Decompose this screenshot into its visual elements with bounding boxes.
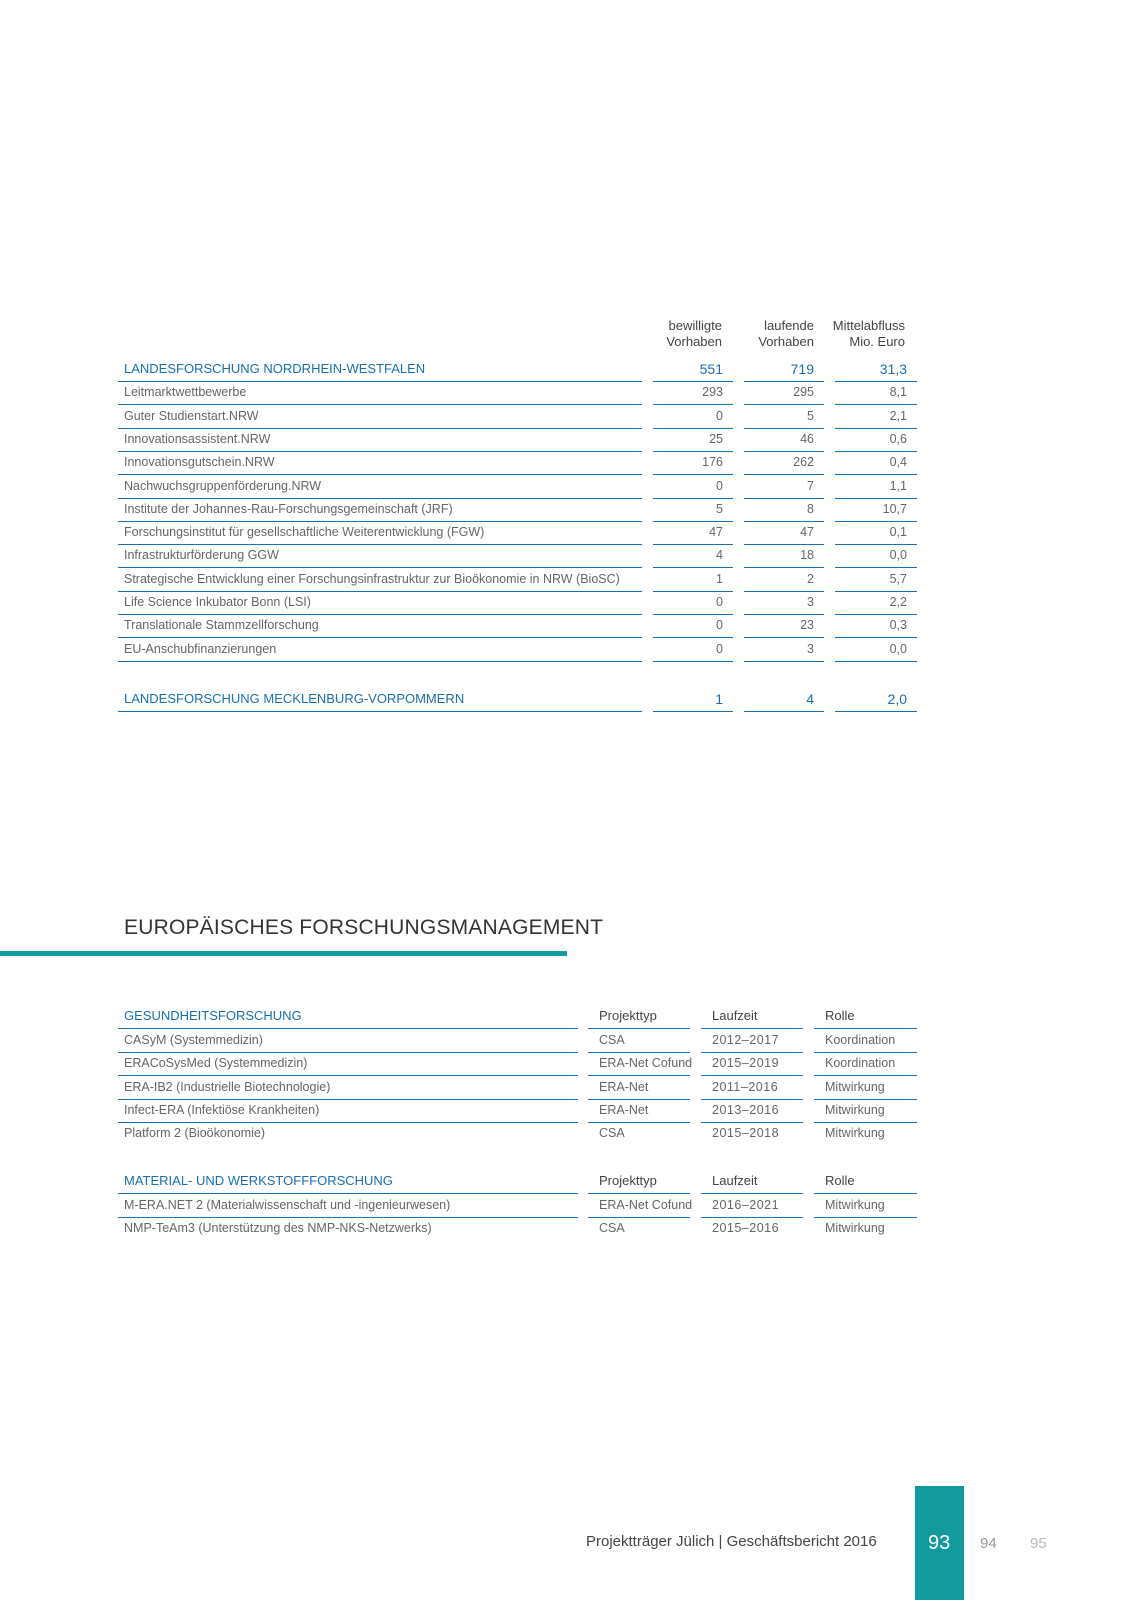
- row-value-v3: 8,1: [889, 385, 907, 399]
- row-value-v1: 4: [716, 548, 723, 562]
- table-row: [0, 498, 1132, 520]
- row-value-v3: 2,0: [887, 691, 907, 707]
- project-role: Mitwirkung: [825, 1126, 885, 1140]
- project-duration: 2015–2018: [712, 1126, 780, 1140]
- row-value-v2: 3: [807, 642, 814, 656]
- row-value-v3: 5,7: [889, 572, 907, 586]
- row-value-v1: 25: [709, 432, 723, 446]
- row-divider: [744, 661, 824, 662]
- row-label: Leitmarktwettbewerbe: [124, 385, 247, 399]
- row-divider: [653, 711, 733, 712]
- row-value-v2: 4: [806, 691, 814, 707]
- row-value-v1: 551: [699, 361, 723, 377]
- table-row: [0, 568, 1132, 590]
- row-label: Infrastrukturförderung GGW: [124, 548, 279, 562]
- project-type: ERA-Net: [599, 1103, 649, 1117]
- row-divider: [835, 661, 917, 662]
- table-row: [0, 1029, 1132, 1051]
- row-value-v3: 0,1: [889, 525, 907, 539]
- table-row: [0, 591, 1132, 613]
- current-page-number: 93: [928, 1532, 951, 1554]
- project-role: Mitwirkung: [825, 1221, 885, 1235]
- row-value-v1: 293: [702, 385, 723, 399]
- section-underline: [0, 951, 567, 956]
- row-label: Translationale Stammzellforschung: [124, 618, 319, 632]
- row-value-v3: 2,2: [889, 595, 907, 609]
- project-name: NMP-TeAm3 (Unterstützung des NMP-NKS-Netzwerks): [124, 1221, 432, 1235]
- row-label: Nachwuchsgruppenförderung.NRW: [124, 479, 322, 493]
- project-role: Koordination: [825, 1033, 896, 1047]
- table-row: [0, 521, 1132, 543]
- table-row: [0, 1217, 1132, 1239]
- project-role: Mitwirkung: [825, 1198, 885, 1212]
- row-value-v3: 0,0: [889, 548, 907, 562]
- row-divider: [653, 661, 733, 662]
- row-value-v2: 23: [800, 618, 814, 632]
- row-value-v2: 7: [807, 479, 814, 493]
- row-label: Innovationsgutschein.NRW: [124, 455, 275, 469]
- section-title: EUROPÄISCHES FORSCHUNGSMANAGEMENT: [124, 916, 604, 939]
- row-label: Life Science Inkubator Bonn (LSI): [124, 595, 311, 609]
- row-value-v1: 176: [702, 455, 723, 469]
- table-row: [0, 1099, 1132, 1121]
- row-value-v1: 1: [716, 572, 723, 586]
- project-duration: 2015–2019: [712, 1056, 780, 1070]
- col-header-projekttyp: Projekttyp: [599, 1008, 657, 1023]
- row-value-v3: 10,7: [882, 502, 907, 516]
- row-value-v3: 1,1: [889, 479, 907, 493]
- row-value-v3: 31,3: [879, 361, 907, 377]
- row-divider: [118, 711, 642, 712]
- table-row: [0, 614, 1132, 636]
- project-duration: 2015–2016: [712, 1221, 780, 1235]
- table-row: [0, 544, 1132, 566]
- col-header-rolle: Rolle: [825, 1008, 855, 1023]
- table-header-row: [0, 1005, 1132, 1027]
- project-name: Infect-ERA (Infektiöse Krankheiten): [124, 1103, 320, 1117]
- project-name: M-ERA.NET 2 (Materialwissenschaft und -ingenieurwesen): [124, 1198, 451, 1212]
- row-value-v3: 0,6: [889, 432, 907, 446]
- row-value-v1: 47: [709, 525, 723, 539]
- table-row: [0, 381, 1132, 403]
- row-value-v2: 262: [793, 455, 814, 469]
- row-value-v2: 46: [800, 432, 814, 446]
- row-value-v3: 0,4: [889, 455, 907, 469]
- row-label: Forschungsinstitut für gesellschaftliche Weiterentwicklung (FGW): [124, 525, 485, 539]
- col-header-line: Vorhaben: [758, 334, 814, 349]
- row-value-v3: 0,0: [889, 642, 907, 656]
- row-value-v2: 18: [800, 548, 814, 562]
- row-label: EU-Anschubfinanzierungen: [124, 642, 277, 656]
- row-value-v2: 47: [800, 525, 814, 539]
- col-header-line: Mio. Euro: [849, 334, 905, 349]
- col-header-mittelabfluss: [820, 318, 905, 350]
- row-label: Strategische Entwicklung einer Forschungsinfrastruktur zur Bioökonomie in NRW (BioSC): [124, 572, 620, 586]
- project-type: CSA: [599, 1126, 625, 1140]
- table-row: [0, 428, 1132, 450]
- table-row: [0, 638, 1132, 660]
- table-row: [0, 1194, 1132, 1216]
- project-type: ERA-Net: [599, 1080, 649, 1094]
- col-header-laufende: [740, 318, 814, 350]
- footer-text: Projektträger Jülich | Geschäftsbericht 2016: [586, 1533, 877, 1550]
- col-header-laufzeit: Laufzeit: [712, 1173, 758, 1188]
- row-divider: [744, 711, 824, 712]
- row-value-v2: 295: [793, 385, 814, 399]
- col-header-line: Mittelabfluss: [832, 318, 905, 333]
- project-type: CSA: [599, 1221, 625, 1235]
- col-header-line: bewilligte: [668, 318, 722, 333]
- row-value-v2: 8: [807, 502, 814, 516]
- row-value-v2: 3: [807, 595, 814, 609]
- row-label: Institute der Johannes-Rau-Forschungsgemeinschaft (JRF): [124, 502, 453, 516]
- project-name: ERA-IB2 (Industrielle Biotechnologie): [124, 1080, 331, 1094]
- project-name: CASyM (Systemmedizin): [124, 1033, 263, 1047]
- project-name: ERACoSysMed (Systemmedizin): [124, 1056, 308, 1070]
- project-name: Platform 2 (Bioökonomie): [124, 1126, 266, 1140]
- row-value-v1: 0: [716, 618, 723, 632]
- row-label: Innovationsassistent.NRW: [124, 432, 271, 446]
- table-label: MATERIAL- UND WERKSTOFFFORSCHUNG: [124, 1173, 393, 1188]
- row-label: Guter Studienstart.NRW: [124, 409, 259, 423]
- project-type: ERA-Net Cofund: [599, 1198, 693, 1212]
- row-value-v3: 0,3: [889, 618, 907, 632]
- table-group-row: [0, 688, 1132, 710]
- table-label: GESUNDHEITSFORSCHUNG: [124, 1008, 302, 1023]
- row-value-v1: 5: [716, 502, 723, 516]
- row-value-v1: 0: [716, 409, 723, 423]
- project-role: Mitwirkung: [825, 1103, 885, 1117]
- row-label: LANDESFORSCHUNG MECKLENBURG-VORPOMMERN: [124, 691, 465, 706]
- project-duration: 2013–2016: [712, 1103, 780, 1117]
- row-value-v1: 0: [716, 479, 723, 493]
- table-row: [0, 405, 1132, 427]
- table-row: [0, 1052, 1132, 1074]
- table-row: [0, 1122, 1132, 1144]
- col-header-projekttyp: Projekttyp: [599, 1173, 657, 1188]
- row-value-v2: 719: [790, 361, 814, 377]
- row-value-v2: 5: [807, 409, 814, 423]
- row-value-v3: 2,1: [889, 409, 907, 423]
- project-type: CSA: [599, 1033, 625, 1047]
- row-value-v2: 2: [807, 572, 814, 586]
- table-header-row: [0, 1170, 1132, 1192]
- col-header-laufzeit: Laufzeit: [712, 1008, 758, 1023]
- col-header-rolle: Rolle: [825, 1173, 855, 1188]
- table-row: [0, 475, 1132, 497]
- row-divider: [835, 711, 917, 712]
- project-role: Mitwirkung: [825, 1080, 885, 1094]
- col-header-line: Vorhaben: [666, 334, 722, 349]
- row-value-v1: 0: [716, 595, 723, 609]
- table-group-row: [0, 358, 1132, 380]
- project-duration: 2016–2021: [712, 1198, 780, 1212]
- row-label: LANDESFORSCHUNG NORDRHEIN-WESTFALEN: [124, 361, 426, 376]
- page-link-94[interactable]: 94: [980, 1535, 997, 1552]
- page-link-95[interactable]: 95: [1030, 1535, 1047, 1552]
- row-divider: [118, 661, 642, 662]
- row-value-v1: 1: [715, 691, 723, 707]
- table-row: [0, 1076, 1132, 1098]
- col-header-line: laufende: [764, 318, 814, 333]
- table-row: [0, 451, 1132, 473]
- project-role: Koordination: [825, 1056, 896, 1070]
- row-value-v1: 0: [716, 642, 723, 656]
- project-type: ERA-Net Cofund: [599, 1056, 693, 1070]
- col-header-bewilligte: [650, 318, 722, 350]
- project-duration: 2011–2016: [712, 1080, 779, 1094]
- project-duration: 2012–2017: [712, 1033, 780, 1047]
